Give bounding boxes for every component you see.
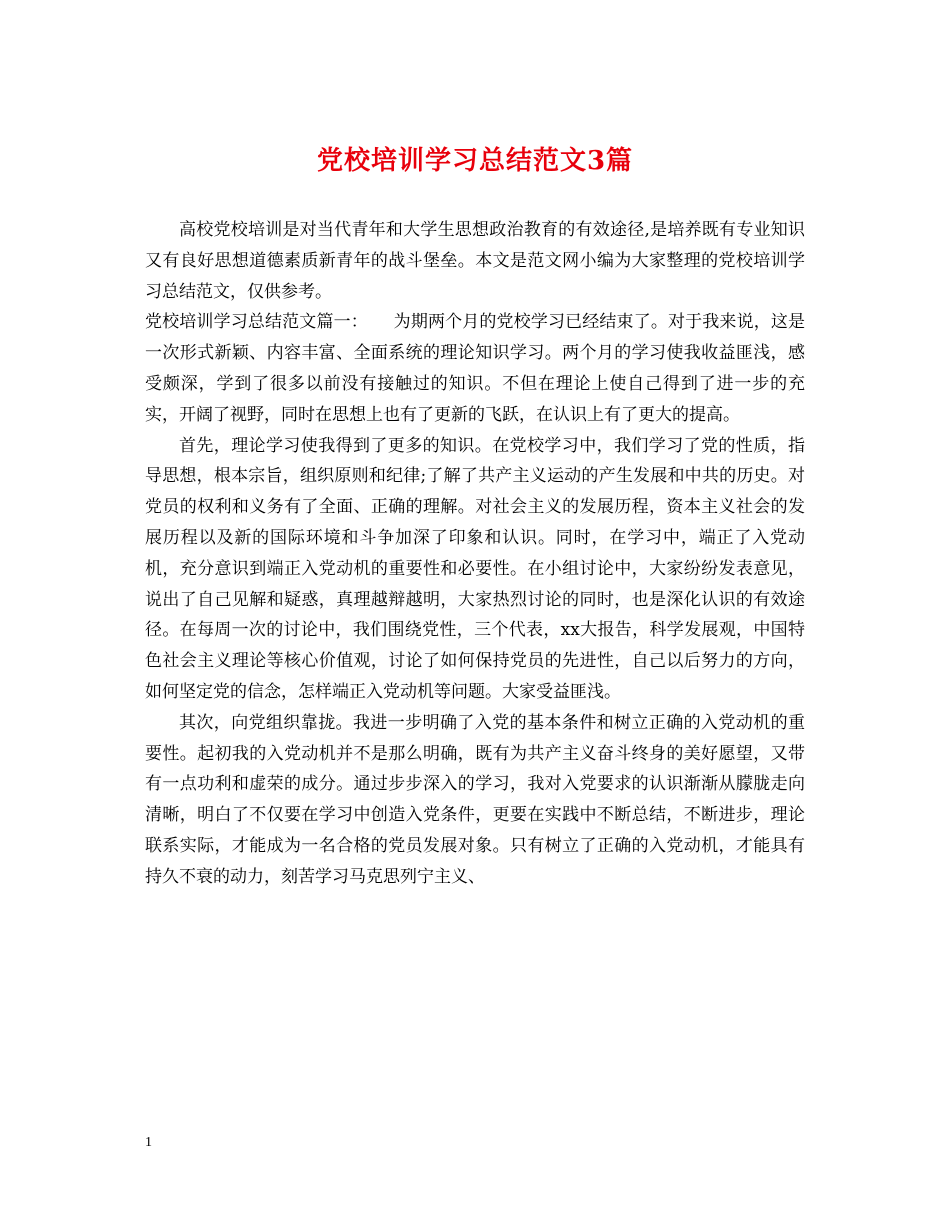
paragraph-intro: 高校党校培训是对当代青年和大学生思想政治教育的有效途径,是培养既有专业知识又有良好思想道德素质新青年的战斗堡垒。本文是范文网小编为大家整理的党校培训学习总结范文，仅供参考。 bbox=[145, 220, 805, 302]
document-body bbox=[145, 215, 805, 893]
paragraph-first-point: 首先，理论学习使我得到了更多的知识。在党校学习中，我们学习了党的性质，指导思想，根本宗旨，组织原则和纪律;了解了共产主义运动的产生发展和中共的历史。对党员的权利和义务有了全面、正确的理解。对社会主义的发展历程，资本主义社会的发展历程以及新的国际环境和斗争加深了印象和认识。同时，在学习中，端正了入党动机，充分意识到端正入党动机的重要性和必要性。在小组讨论中，大家纷纷发表意见，说出了自己见解和疑惑，真理越辩越明，大家热烈讨论的同时，也是深化认识的有效途径。在每周一次的讨论中，我们围绕党性，三个代表，xx大报告，科学发展观，中国特色社会主义理论等核心价值观，讨论了如何保持党员的先进性，自己以后努力的方向，如何坚定党的信念，怎样端正入党动机等问题。大家受益匪浅。 bbox=[145, 435, 805, 702]
paragraph-part-one: 党校培训学习总结范文篇一： 为期两个月的党校学习已经结束了。对于我来说，这是一次形式新颖、内容丰富、全面系统的理论知识学习。两个月的学习使我收益匪浅，感受颇深，学到了很多以前没有接触过的知识。不但在理论上使自己得到了进一步的充实，开阔了视野，同时在思想上也有了更新的飞跃，在认识上有了更大的提高。 bbox=[145, 312, 805, 425]
page-number: 1 bbox=[145, 1135, 152, 1150]
paragraph-second-point: 其次，向党组织靠拢。我进一步明确了入党的基本条件和树立正确的入党动机的重要性。起初我的入党动机并不是那么明确，既有为共产主义奋斗终身的美好愿望，又带有一点功利和虚荣的成分。通过步步深入的学习，我对入党要求的认识渐渐从朦胧走向清晰，明白了不仅要在学习中创造入党条件，更要在实践中不断总结，不断进步，理论联系实际，才能成为一名合格的党员发展对象。只有树立了正确的入党动机，才能具有持久不衰的动力，刻苦学习马克思列宁主义、 bbox=[145, 712, 805, 887]
document-title: 党校培训学习总结范文3篇 bbox=[316, 146, 634, 176]
